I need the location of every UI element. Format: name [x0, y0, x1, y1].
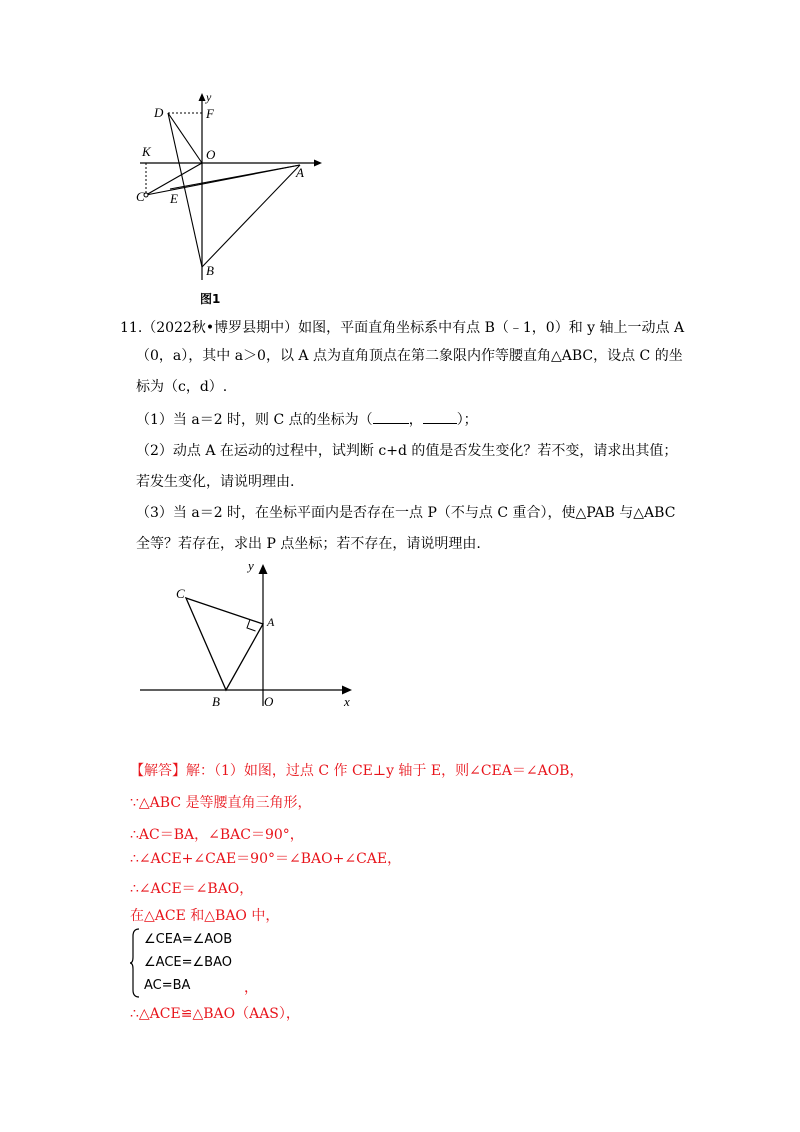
fig1-label-d: D [154, 105, 164, 120]
system-trailing-comma: ， [244, 980, 258, 996]
fig2-label-o: O [264, 694, 274, 709]
fig1-label-b: B [206, 263, 214, 278]
figure-2-diagram [130, 556, 370, 716]
fig2-label-a: A [267, 615, 275, 629]
figure-2 [130, 556, 370, 716]
question-1-suffix: ）； [456, 412, 478, 428]
fig1-label-o: O [206, 147, 216, 162]
answer-blank-c[interactable] [373, 409, 409, 424]
problem-line-3: 标为（c，d）. [136, 379, 228, 395]
solution-line-8: ∴△ACE≌△BAO（AAS）， [130, 1006, 300, 1022]
equation-row-1: ∠CEA=∠AOB [144, 932, 233, 947]
equation-row-2: ∠ACE=∠BAO [144, 955, 232, 970]
figure-1 [130, 85, 330, 285]
answer-blank-d[interactable] [423, 409, 457, 424]
solution-line-5: ∴∠ACE＝∠BAO， [130, 881, 254, 897]
solution-line-1 [130, 761, 583, 781]
solution-line-2: ∵△ABC 是等腰直角三角形， [130, 795, 312, 811]
fig1-label-c: C [136, 189, 145, 204]
question-2-line-1: （2）动点 A 在运动的过程中，试判断 c+d 的值是否发生变化？若不变，请求出其值； [136, 443, 678, 459]
fig1-label-y: y [206, 90, 212, 104]
solution-line-6: 在△ACE 和△BAO 中， [130, 908, 280, 924]
fig1-label-e: E [170, 191, 178, 206]
problem-line-1: 11.（2022秋•博罗县期中）如图，平面直角坐标系中有点 B（﹣1，0）和 y 轴上一动点 A [120, 320, 685, 336]
question-1-prefix: （1）当 a＝2 时，则 C 点的坐标为（ [136, 412, 373, 428]
question-1-separator: ， [408, 412, 423, 428]
problem-line-2: （0，a），其中 a＞0，以 A 点为直角顶点在第二象限内作等腰直角△ABC，设点 C 的坐 [136, 348, 683, 364]
figure-1-diagram [130, 85, 330, 285]
question-2-line-2: 若发生变化，请说明理由. [136, 474, 295, 490]
solution-tag: 【解答】 [130, 763, 186, 779]
fig2-label-c: C [176, 586, 185, 601]
question-3-line-2: 全等？若存在，求出 P 点坐标；若不存在，请说明理由. [136, 536, 481, 552]
fig1-label-a: A [296, 165, 304, 180]
solution-line-1-text: 解：（1）如图，过点 C 作 CE⊥y 轴于 E，则∠CEA＝∠AOB， [186, 763, 584, 779]
fig2-label-y: y [248, 558, 254, 573]
question-3-line-1: （3）当 a＝2 时，在坐标平面内是否存在一点 P（不与点 C 重合），使△PAB 与△ABC [136, 505, 676, 521]
fig1-label-f: F [206, 106, 214, 121]
equation-row-3: AC=BA [144, 978, 191, 993]
question-1 [136, 409, 478, 430]
solution-line-3: ∴AC＝BA，∠BAC＝90°， [130, 827, 304, 843]
fig1-label-k: K [142, 144, 151, 159]
fig2-label-b: B [212, 694, 220, 709]
solution-line-4: ∴∠ACE+∠CAE＝90°＝∠BAO+∠CAE， [130, 851, 402, 867]
fig2-label-x: x [344, 694, 350, 709]
figure-1-caption: 图1 [200, 292, 221, 306]
left-brace [130, 928, 140, 998]
